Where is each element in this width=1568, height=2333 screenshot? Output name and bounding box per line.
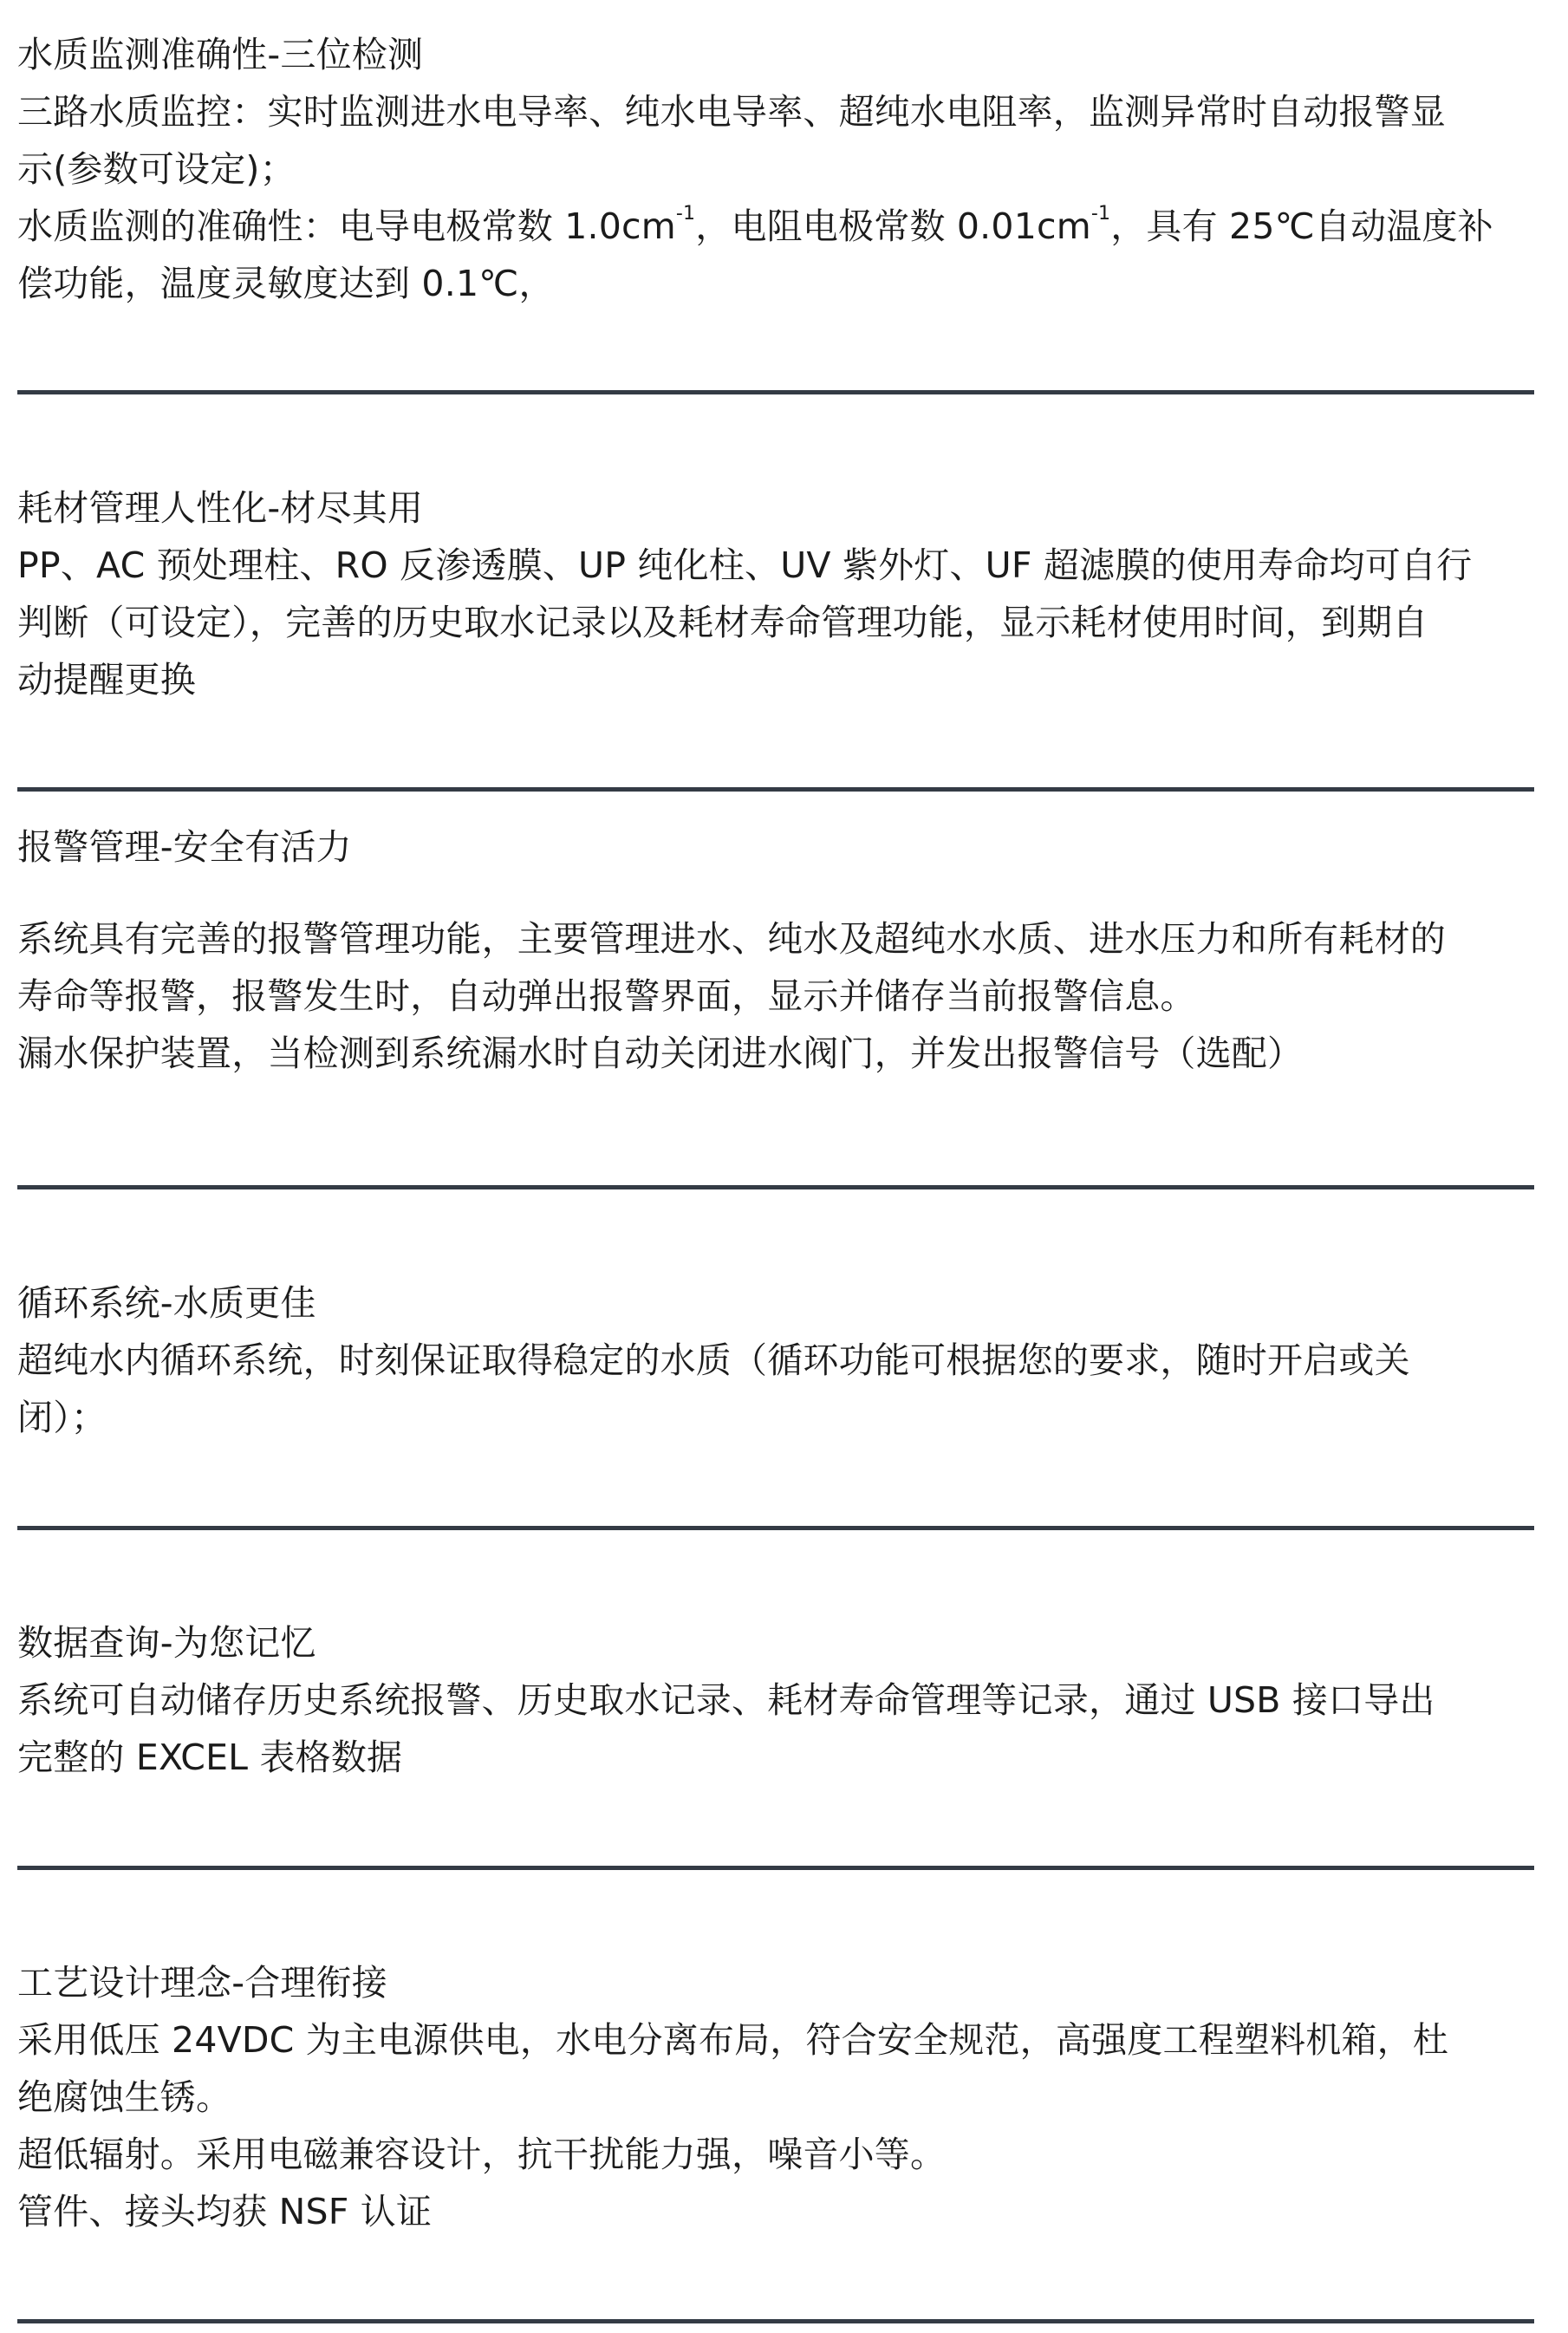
section-alarm [17,818,1534,1082]
section-divider [17,1185,1534,1189]
text-line: 动提醒更换 [17,659,196,701]
text-line: 寿命等报警，报警发生时，自动弹出报警界面，显示并储存当前报警信息。 [17,975,1196,1017]
accuracy-line [17,198,1534,255]
section-title: 数据查询-为您记忆 [17,1622,316,1664]
text-line: 系统具有完善的报警管理功能，主要管理进水、纯水及超纯水水质、进水压力和所有耗材的 [17,918,1446,960]
section-title: 耗材管理人性化-材尽其用 [17,487,424,529]
section-divider [17,787,1534,792]
section-title: 循环系统-水质更佳 [17,1282,316,1324]
text-line: 完整的 EXCEL 表格数据 [17,1737,403,1778]
text-line: 偿功能，温度灵敏度达到 0.1℃， [17,263,555,304]
text-fragment: 水质监测的准确性：电导电极常数 1.0cm [17,205,676,247]
section-divider [17,2319,1534,2323]
text-line: 管件、接头均获 NSF 认证 [17,2191,433,2232]
section-divider [17,1866,1534,1870]
superscript: -1 [1090,203,1111,225]
section-divider [17,1526,1534,1530]
text-line: 采用低压 24VDC 为主电源供电，水电分离布局，符合安全规范，高强度工程塑料机箱，杜 [17,2019,1449,2061]
text-line: 判断（可设定），完善的历史取水记录以及耗材寿命管理功能，显示耗材使用时间，到期自 [17,602,1428,643]
section-title: 报警管理-安全有活力 [17,826,352,868]
section-title: 水质监测准确性-三位检测 [17,34,424,75]
text-fragment: ，电阻电极常数 0.01cm [695,205,1091,247]
section-divider [17,390,1534,394]
text-line: 闭）； [17,1397,107,1438]
text-fragment: ，具有 25℃自动温度补 [1110,205,1493,247]
superscript: -1 [675,203,696,225]
text-line: 系统可自动储存历史系统报警、历史取水记录、耗材寿命管理等记录，通过 USB 接口导出 [17,1679,1435,1721]
section-consumables [17,479,1534,708]
section-process-design [17,1954,1534,2240]
text-line: 绝腐蚀生锈。 [17,2076,232,2118]
text-line: 三路水质监控：实时监测进水电导率、纯水电导率、超纯水电阻率，监测异常时自动报警显 [17,91,1446,133]
text-line: 漏水保护装置，当检测到系统漏水时自动关闭进水阀门，并发出报警信号（选配） [17,1033,1304,1074]
section-data-query [17,1614,1534,1786]
text-line: 超纯水内循环系统，时刻保证取得稳定的水质（循环功能可根据您的要求，随时开启或关 [17,1339,1410,1381]
text-line: 超低辐射。采用电磁兼容设计，抗干扰能力强，噪音小等。 [17,2134,947,2175]
section-title: 工艺设计理念-合理衔接 [17,1962,387,2004]
text-line: PP、AC 预处理柱、RO 反渗透膜、UP 纯化柱、UV 紫外灯、UF 超滤膜的使用寿命均可自行 [17,544,1473,586]
section-water-quality [17,26,1534,312]
section-circulation [17,1274,1534,1446]
text-line: 示(参数可设定)； [17,148,296,190]
